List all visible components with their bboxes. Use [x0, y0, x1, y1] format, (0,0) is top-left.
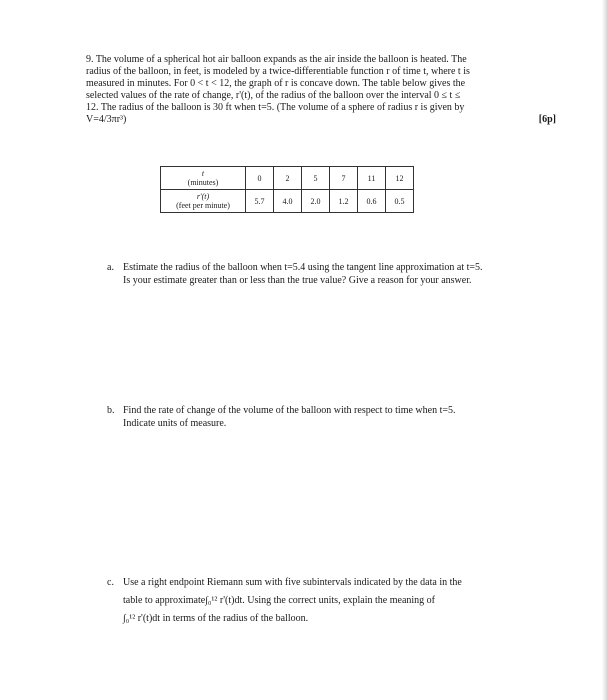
- table-row-rate: [161, 190, 414, 213]
- table-cell: 0.6: [358, 190, 386, 213]
- time-symbol: t: [201, 169, 205, 178]
- question-c-text-1: Use a right endpoint Riemann sum with five subintervals indicated by the data in the: [123, 577, 462, 588]
- question-b-line-1: [107, 404, 553, 417]
- question-b-line-2: Indicate units of measure.: [123, 418, 227, 429]
- problem-line-4: selected values of the rate of change, r'(t), of the radius of the balloon over the interval 0 ≤ t ≤: [86, 90, 461, 102]
- rate-unit: (feet per minute): [176, 201, 230, 210]
- rate-symbol: r'(t): [196, 192, 210, 201]
- page-edge-shadow: [602, 0, 607, 700]
- question-b: [107, 404, 553, 430]
- problem-line-3: measured in minutes. For 0 < t < 12, the graph of r is concave down. The table below gives the: [86, 78, 466, 90]
- problem-statement: [86, 54, 556, 127]
- question-a-line-2: Is your estimate greater than or less than the true value? Give a reason for your answer.: [123, 275, 472, 286]
- table-cell: 4.0: [274, 190, 302, 213]
- question-c-line-3: ∫₀¹² r'(t)dt in terms of the radius of the balloon.: [123, 613, 309, 624]
- time-unit: (minutes): [187, 178, 219, 187]
- table-cell: 1.2: [330, 190, 358, 213]
- table-cell: 12: [386, 167, 414, 190]
- table-cell: 0: [246, 167, 274, 190]
- question-b-label: b.: [107, 405, 115, 416]
- rate-table: [160, 166, 414, 213]
- table-cell: 2.0: [302, 190, 330, 213]
- problem-line-5: 12. The radius of the balloon is 30 ft when t=5. (The volume of a sphere of radius r is given by: [86, 102, 465, 114]
- problem-line-6: [86, 114, 556, 126]
- table-row-time: [161, 167, 414, 190]
- table-cell: 7: [330, 167, 358, 190]
- question-c-line-2: table to approximate∫₀¹² r'(t)dt. Using the correct units, explain the meaning of: [123, 595, 435, 606]
- question-a-label: a.: [107, 262, 114, 273]
- question-a-text-1: Estimate the radius of the balloon when t=5.4 using the tangent line approximation at t=5.: [123, 262, 483, 273]
- table-cell: 0.5: [386, 190, 414, 213]
- question-c-label: c.: [107, 577, 114, 588]
- problem-line-1: 9. The volume of a spherical hot air balloon expands as the air inside the balloon is heated. The: [86, 54, 467, 65]
- volume-formula: V=4/3πr³): [86, 114, 127, 126]
- question-c: [107, 574, 553, 628]
- rate-header: [161, 190, 246, 213]
- question-c-line-1: [107, 574, 553, 592]
- time-header: [161, 167, 246, 190]
- question-a: [107, 261, 553, 287]
- problem-line-2: radius of the balloon, in feet, is modeled by a twice-differentiable function r of time t, where t is: [86, 66, 470, 78]
- table-cell: 5.7: [246, 190, 274, 213]
- question-b-text-1: Find the rate of change of the volume of the balloon with respect to time when t=5.: [123, 405, 456, 416]
- question-a-line-1: [107, 261, 553, 274]
- table-cell: 11: [358, 167, 386, 190]
- table-cell: 5: [302, 167, 330, 190]
- table-cell: 2: [274, 167, 302, 190]
- points-label: [6p]: [538, 114, 556, 126]
